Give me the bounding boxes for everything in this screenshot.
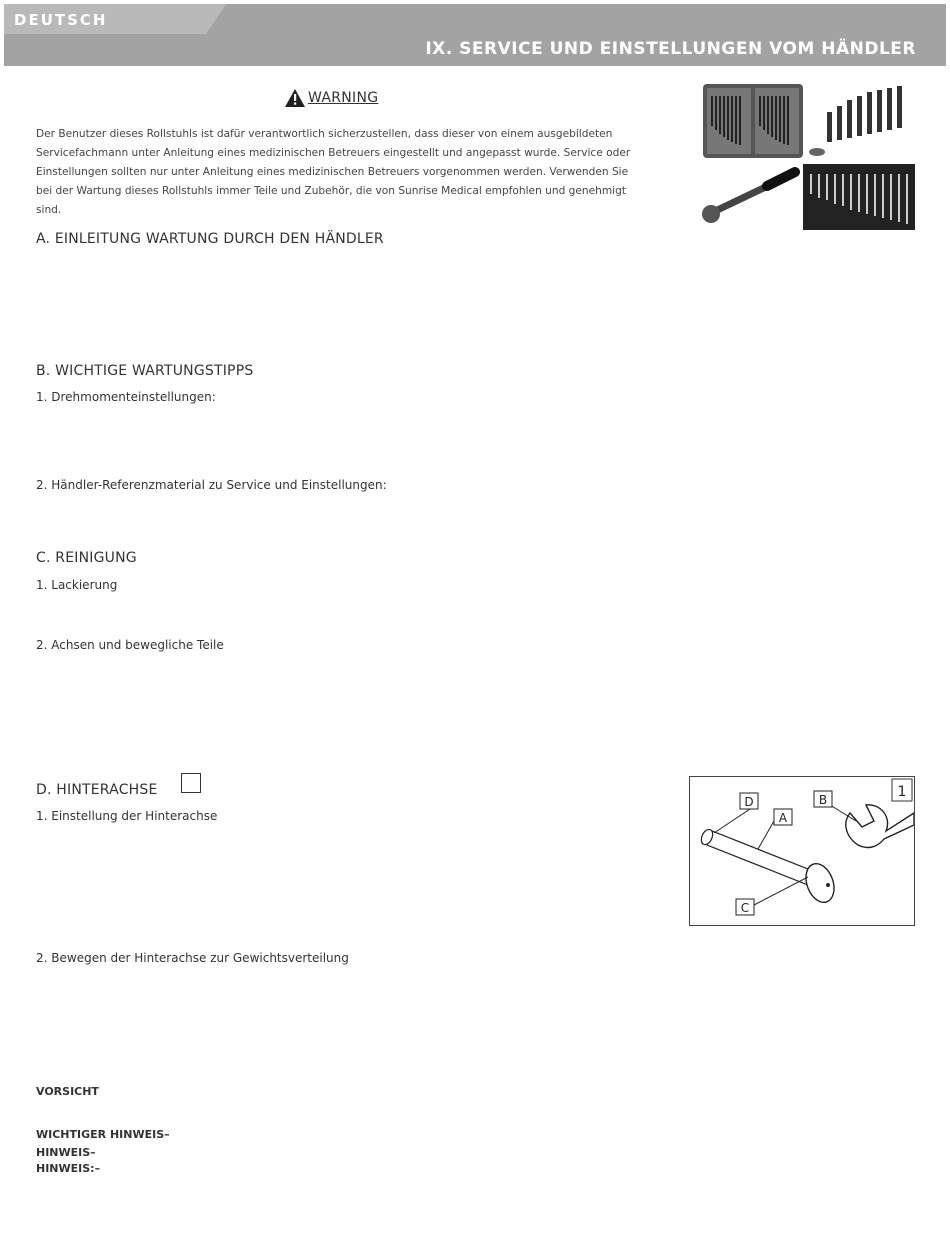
warning-label: WARNING xyxy=(308,90,379,106)
section-d-item-1: 1. Einstellung der Hinterachse xyxy=(36,809,218,823)
label-c: C xyxy=(740,901,750,915)
figure-number: 1 xyxy=(897,784,907,800)
section-a-heading: A. EINLEITUNG WARTUNG DURCH DEN HÄNDLER xyxy=(36,231,384,247)
tools-photo xyxy=(697,82,917,233)
section-d-heading: D. HINTERACHSE xyxy=(36,782,158,798)
language-label: DEUTSCH xyxy=(14,11,108,29)
warning-triangle-icon xyxy=(284,88,306,108)
important-note-label: WICHTIGER HINWEIS– xyxy=(36,1128,170,1141)
section-c-item-2: 2. Achsen und bewegliche Teile xyxy=(36,638,224,652)
hint-label-1: HINWEIS– xyxy=(36,1146,96,1159)
caution-label: VORSICHT xyxy=(36,1085,99,1098)
axle-diagram xyxy=(689,776,915,926)
warning-paragraph: Der Benutzer dieses Rollstuhls ist dafür verantwortlich sicherzustellen, dass dieser von einem ausgebildeten Servicefachmann unter Anleitung eines medizinischen Betreuers eingestellt und angepasst wurde. Service oder Einstellungen sollten nur unter Anleitung eines medizinischen Betreuers vorgenommen werden. Verwenden Sie bei der Wartung dieses Rollstuhls immer Teile und Zubehör, die von Sunrise Medical empfohlen und genehmigt sind. xyxy=(36,128,631,216)
section-d-item-2: 2. Bewegen der Hinterachse zur Gewichtsverteilung xyxy=(36,951,349,965)
section-b-item-2: 2. Händler-Referenzmaterial zu Service und Einstellungen: xyxy=(36,478,387,492)
label-a: A xyxy=(778,811,788,825)
axle-diagram-drawing xyxy=(690,777,914,925)
figure-reference-box xyxy=(181,773,201,793)
label-b: B xyxy=(818,793,828,807)
hint-label-2: HINWEIS:– xyxy=(36,1162,101,1175)
label-d: D xyxy=(744,795,754,809)
section-title: IX. SERVICE UND EINSTELLUNGEN VOM HÄNDLER xyxy=(425,39,916,59)
section-c-heading: C. REINIGUNG xyxy=(36,550,137,566)
warning-heading xyxy=(284,88,378,108)
section-c-item-1: 1. Lackierung xyxy=(36,578,118,592)
section-b-item-1: 1. Drehmomenteinstellungen: xyxy=(36,390,216,404)
section-b-heading: B. WICHTIGE WARTUNGSTIPPS xyxy=(36,363,254,379)
